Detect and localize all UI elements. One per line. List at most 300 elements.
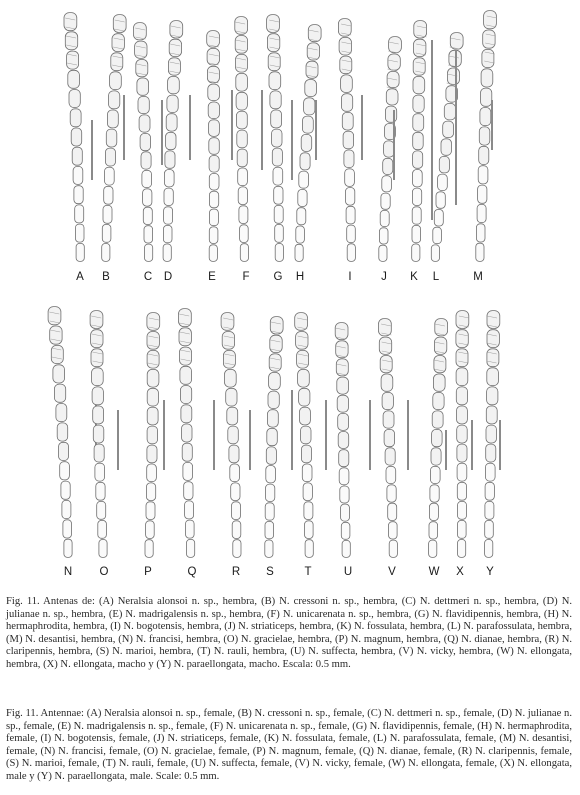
antenna-segment xyxy=(272,148,282,166)
panel-label-k: K xyxy=(410,271,418,283)
antenna-segment xyxy=(164,188,173,205)
antenna-segment xyxy=(266,447,276,464)
antenna-segment xyxy=(232,502,241,520)
antenna-segment xyxy=(275,244,283,262)
antenna-segment xyxy=(341,75,353,93)
antenna-segment xyxy=(457,444,467,462)
antenna-segment xyxy=(379,228,388,244)
antenna-segment xyxy=(340,56,352,74)
antenna-segment xyxy=(485,463,495,481)
antenna-segment xyxy=(298,369,310,387)
antenna-segment xyxy=(300,153,310,170)
antenna-segment xyxy=(444,103,455,120)
antenna-segment xyxy=(443,121,454,138)
antenna-segment xyxy=(304,98,315,115)
antenna-segment xyxy=(438,174,448,191)
antenna-segment xyxy=(302,116,313,133)
antenna-segment xyxy=(413,132,424,149)
panel-label-w: W xyxy=(428,566,440,578)
antenna-segment xyxy=(430,466,440,483)
antenna-segment xyxy=(338,413,349,430)
antenna-segment xyxy=(75,224,84,242)
antenna-segment xyxy=(240,244,248,262)
antenna-segment xyxy=(113,15,126,33)
antenna-segment xyxy=(168,76,180,93)
antenna-segment xyxy=(382,392,393,409)
antenna-segment xyxy=(301,426,312,444)
antenna-segment xyxy=(143,207,152,224)
antenna-segment xyxy=(302,464,312,482)
antenna-segment xyxy=(342,540,350,557)
panel-label-d: D xyxy=(163,271,173,283)
antenna-segment xyxy=(487,387,498,405)
antenna-segment xyxy=(147,332,159,350)
antenna-segment xyxy=(272,129,283,147)
antenna-segment xyxy=(110,72,122,90)
antenna-segment xyxy=(487,330,499,348)
antenna-segment xyxy=(67,51,79,69)
antenna-segment xyxy=(146,521,155,539)
antenna-segment xyxy=(485,540,493,558)
antenna-segment xyxy=(94,444,104,462)
antenna-segment xyxy=(207,48,219,65)
antenna-segment xyxy=(268,391,279,408)
antenna-segment xyxy=(482,49,494,67)
antenna-segment xyxy=(343,131,354,149)
antenna-segment xyxy=(389,540,397,557)
antenna-segment xyxy=(478,166,488,184)
caption-spanish: Fig. 11. Antenas de: (A) Neralsia alonsoi n. sp., hembra, (B) N. cressoni n. sp., hembra, (C) N. dettmeri n. sp., hembra, (D) N. julianae n. sp., hembra, (E) N. madrigalensis n. sp., hembra, (F) N. unicarenata n. sp., hembra, (G) N. flavidipennis, hembra, (H) N. hermaphrodita, hembra, (I) N. bogotensis, hembra, (J) N. striaticeps, hembra, (K) N. fossulata, hembra, (L) N. parafossulata, hembra, (M) N. desantisi, hembra, (N) N. francisi, hembra, (O) N. gracielae, hembra, (P) N. magnum, hembra, (Q) N. dianae, hembra, (R) N. claripennis, hembra, (S) N. marioi, hembra, (T) N. rauli, hembra, (U) N. suffecta, hembra, (V) N. vicky, hembra, (W) N. ellongata, hembra, (X) N. ellongata, macho y (Y) N. paraellongata, macho. Escala: 0.5 mm. xyxy=(6,596,572,670)
antenna-segment xyxy=(111,53,123,71)
antenna-q xyxy=(179,309,195,558)
antenna-segment xyxy=(335,323,348,340)
antenna-segment xyxy=(483,30,495,48)
antenna-segment xyxy=(137,78,149,95)
antenna-segment xyxy=(164,207,173,224)
antenna-s xyxy=(265,317,283,558)
antenna-segment xyxy=(208,102,219,119)
antenna-segment xyxy=(306,61,318,78)
antenna-segment xyxy=(305,521,314,539)
panel-label-s: S xyxy=(266,566,274,578)
antenna-segment xyxy=(185,501,194,519)
antenna-segment xyxy=(379,319,392,336)
antenna-segment xyxy=(62,500,71,518)
panel-label-e: E xyxy=(208,271,216,283)
antenna-segment xyxy=(429,540,437,557)
panel-label-c: C xyxy=(143,271,153,283)
antenna-segment xyxy=(165,151,175,168)
panel-label-n: N xyxy=(63,566,73,578)
antenna-v xyxy=(379,319,398,558)
panel-label-m: M xyxy=(473,271,483,283)
antenna-segment xyxy=(71,128,82,146)
antenna-segment xyxy=(147,388,158,406)
antenna-segment xyxy=(209,209,218,226)
antenna-segment xyxy=(269,354,281,371)
antenna-segment xyxy=(184,482,193,500)
antenna-u xyxy=(335,323,350,558)
antenna-segment xyxy=(64,539,72,557)
antenna-segment xyxy=(182,443,192,461)
antenna-segment xyxy=(232,521,241,539)
antenna-segment xyxy=(414,21,427,38)
antenna-segment xyxy=(96,482,105,500)
antenna-segment xyxy=(388,54,400,70)
antenna-segment xyxy=(305,540,313,558)
antenna-segment xyxy=(387,485,396,502)
antenna-segment xyxy=(230,464,240,482)
panel-label-j: J xyxy=(381,271,387,283)
antenna-segment xyxy=(275,224,284,242)
panel-label-y: Y xyxy=(486,566,494,578)
antenna-segment xyxy=(269,372,281,389)
antenna-segment xyxy=(182,424,193,442)
antenna-c xyxy=(134,23,153,262)
antenna-segment xyxy=(238,168,248,186)
antenna-segment xyxy=(59,442,69,460)
antenna-segment xyxy=(432,429,443,446)
panel-label-a: A xyxy=(76,271,84,283)
antenna-o xyxy=(90,311,107,558)
antenna-segment xyxy=(299,171,309,188)
antenna-segment xyxy=(433,374,445,391)
antenna-segment xyxy=(479,127,490,145)
antenna-segment xyxy=(99,540,107,558)
antenna-p xyxy=(145,313,160,558)
antenna-segment xyxy=(164,170,174,187)
antenna-segment xyxy=(458,540,466,558)
antenna-segment xyxy=(387,71,399,87)
antenna-segment xyxy=(147,313,160,331)
antenna-segment xyxy=(75,205,84,223)
antenna-segment xyxy=(228,426,239,444)
antenna-segment xyxy=(237,149,247,167)
antenna-segment xyxy=(295,244,303,261)
antenna-segment xyxy=(146,502,155,520)
antenna-segment xyxy=(430,485,439,502)
antenna-x xyxy=(456,311,469,558)
panel-label-f: F xyxy=(242,271,250,283)
antenna-segment xyxy=(413,170,423,187)
antenna-segment xyxy=(431,448,441,465)
antenna-segment xyxy=(236,54,248,72)
antenna-segment xyxy=(74,186,83,204)
antenna-segment xyxy=(413,114,424,131)
antenna-m xyxy=(476,11,497,262)
antenna-segment xyxy=(389,522,398,539)
antenna-segment xyxy=(274,186,283,204)
antenna-segment xyxy=(299,388,310,406)
antenna-segment xyxy=(223,350,235,368)
antenna-segment xyxy=(389,37,402,53)
antenna-segment xyxy=(236,111,247,129)
antenna-a xyxy=(64,13,84,262)
panel-label-o: O xyxy=(99,566,109,578)
antenna-segment xyxy=(297,208,306,225)
antenna-segment xyxy=(265,503,274,520)
antenna-segment xyxy=(429,503,438,520)
antenna-segment xyxy=(298,189,307,206)
antenna-segment xyxy=(140,133,151,150)
antenna-segment xyxy=(97,501,106,519)
antenna-segment xyxy=(183,462,193,480)
antenna-segment xyxy=(225,369,237,387)
antenna-g xyxy=(267,15,284,262)
antenna-j xyxy=(379,37,402,262)
antenna-segment xyxy=(441,139,452,156)
antenna-segment xyxy=(57,423,67,441)
antenna-segment xyxy=(142,170,152,187)
antenna-segment xyxy=(456,387,467,405)
antenna-segment xyxy=(457,482,466,500)
antenna-segment xyxy=(484,11,497,29)
panel-label-l: L xyxy=(432,271,440,283)
antenna-segment xyxy=(485,482,494,500)
antenna-segment xyxy=(209,191,218,208)
antenna-segment xyxy=(144,226,153,243)
antenna-segment xyxy=(386,89,398,105)
antenna-segment xyxy=(209,120,220,137)
antenna-segment xyxy=(145,244,153,261)
antenna-segment xyxy=(146,483,155,501)
antenna-segment xyxy=(147,445,157,463)
antenna-h xyxy=(295,25,321,262)
antenna-segment xyxy=(486,425,497,443)
antenna-segment xyxy=(341,504,350,521)
antenna-segment xyxy=(300,407,311,425)
antenna-segment xyxy=(388,503,397,520)
antenna-segment xyxy=(303,483,312,501)
antenna-segment xyxy=(105,167,115,185)
antenna-segment xyxy=(429,522,438,539)
antenna-segment xyxy=(345,169,355,187)
antenna-segment xyxy=(433,227,442,244)
antenna-segment xyxy=(147,464,157,482)
antenna-segment xyxy=(102,224,111,242)
antenna-segment xyxy=(106,129,117,147)
antenna-segment xyxy=(339,468,349,485)
antenna-r xyxy=(221,313,241,558)
antenna-k xyxy=(412,21,427,262)
antenna-segment xyxy=(139,115,150,132)
antenna-segment xyxy=(147,426,158,444)
antenna-segment xyxy=(267,428,278,445)
antenna-segment xyxy=(434,337,446,354)
antenna-segment xyxy=(487,368,499,386)
antenna-segment xyxy=(384,141,395,157)
antenna-segment xyxy=(432,411,443,428)
antenna-segment xyxy=(103,205,112,223)
antenna-segment xyxy=(61,481,70,499)
panel-label-i: I xyxy=(348,271,352,283)
antenna-segment xyxy=(433,392,444,409)
antenna-segment xyxy=(477,204,486,222)
antenna-segment xyxy=(457,425,468,443)
antenna-segment xyxy=(60,462,70,480)
antenna-segment xyxy=(412,207,421,224)
antenna-segment xyxy=(209,245,217,262)
antenna-segment xyxy=(486,444,496,462)
antenna-segment xyxy=(163,225,172,242)
antenna-segment xyxy=(340,486,349,503)
antenna-segment xyxy=(412,244,420,261)
panel-label-g: G xyxy=(273,271,283,283)
antenna-segment xyxy=(141,152,151,169)
antenna-segment xyxy=(485,501,494,519)
antenna-segment xyxy=(53,365,65,383)
antenna-segment xyxy=(235,17,248,35)
antenna-segment xyxy=(237,130,248,148)
antenna-segment xyxy=(337,377,349,394)
antenna-segment xyxy=(105,148,115,166)
antenna-segment xyxy=(92,387,103,405)
antenna-segment xyxy=(383,411,394,428)
antenna-l xyxy=(431,33,463,262)
panel-label-q: Q xyxy=(187,566,197,578)
antenna-segment xyxy=(456,349,468,367)
antenna-segment xyxy=(63,520,72,538)
antenna-segment xyxy=(235,36,247,54)
antenna-segment xyxy=(92,368,104,386)
antenna-segment xyxy=(308,25,321,42)
antenna-segment xyxy=(231,483,240,501)
antenna-segment xyxy=(344,150,354,168)
antenna-segment xyxy=(379,245,387,261)
panel-label-p: P xyxy=(144,566,152,578)
antenna-segment xyxy=(476,243,484,261)
antenna-segment xyxy=(479,146,489,164)
antenna-segment xyxy=(181,405,192,423)
antenna-segment xyxy=(458,520,467,538)
antenna-segment xyxy=(95,463,105,481)
antenna-segment xyxy=(338,432,349,449)
antenna-segment xyxy=(91,349,103,367)
antenna-segment xyxy=(381,374,393,391)
antenna-segment xyxy=(450,33,463,50)
antenna-segment xyxy=(457,406,468,424)
antenna-segment xyxy=(229,445,239,463)
antenna-segment xyxy=(147,350,159,368)
antenna-segment xyxy=(487,311,500,329)
antenna-segment xyxy=(239,206,248,224)
antenna-segment xyxy=(480,108,491,126)
antenna-segment xyxy=(346,206,355,224)
antenna-segment xyxy=(166,114,177,131)
antenna-segment xyxy=(431,245,439,262)
antenna-segment xyxy=(382,176,392,192)
antenna-segment xyxy=(386,466,396,483)
antenna-w xyxy=(429,319,448,558)
antenna-segment xyxy=(457,463,467,481)
antenna-segment xyxy=(341,94,352,112)
antenna-segment xyxy=(413,151,423,168)
antenna-segment xyxy=(98,520,107,538)
antenna-segment xyxy=(187,539,195,557)
top-row-antennae xyxy=(64,11,497,283)
bottom-row-antennae xyxy=(48,307,500,578)
antenna-segment xyxy=(380,210,389,226)
antenna-segment xyxy=(271,110,282,128)
antenna-segment xyxy=(143,189,152,206)
antenna-segment xyxy=(109,91,120,109)
antenna-n xyxy=(48,307,72,558)
panel-label-r: R xyxy=(231,566,241,578)
antenna-segment xyxy=(93,425,104,443)
antenna-segment xyxy=(73,166,83,184)
antenna-segment xyxy=(240,225,249,243)
antenna-segment xyxy=(138,96,149,113)
antenna-segment xyxy=(342,112,353,130)
antenna-segment xyxy=(180,366,192,384)
antenna-segment xyxy=(296,226,305,243)
antenna-segment xyxy=(104,186,113,204)
antenna-segment xyxy=(69,90,80,108)
antenna-segment xyxy=(339,37,351,55)
antenna-segment xyxy=(456,330,468,348)
antenna-segment xyxy=(267,410,278,427)
antenna-segment xyxy=(163,244,171,261)
antenna-segment xyxy=(168,58,180,75)
panel-label-x: X xyxy=(456,566,464,578)
antenna-segment xyxy=(380,356,392,373)
antenna-d xyxy=(163,21,183,262)
antenna-segment xyxy=(207,31,220,48)
antenna-segment xyxy=(448,68,460,85)
panel-label-h: H xyxy=(295,271,305,283)
antenna-segment xyxy=(346,188,355,206)
antenna-segment xyxy=(339,450,349,467)
antenna-segment xyxy=(236,92,247,110)
antenna-segment xyxy=(412,225,421,242)
antenna-y xyxy=(485,311,500,558)
antenna-segment xyxy=(412,188,421,205)
antenna-segment xyxy=(478,185,487,203)
antenna-segment xyxy=(476,224,485,242)
antenna-segment xyxy=(485,520,494,538)
antenna-segment xyxy=(266,484,275,501)
antenna-segment xyxy=(413,95,424,112)
antenna-segment xyxy=(93,406,104,424)
antenna-segment xyxy=(207,66,219,83)
antenna-segment xyxy=(347,225,356,243)
antenna-segment xyxy=(273,167,283,185)
antenna-b xyxy=(102,15,126,262)
antenna-segment xyxy=(209,156,219,173)
antenna-segment xyxy=(458,501,467,519)
antenna-segment xyxy=(147,407,158,425)
antenna-segment xyxy=(265,521,274,538)
antenna-segment xyxy=(269,72,281,90)
antenna-segment xyxy=(268,53,280,71)
antenna-segment xyxy=(266,466,276,483)
antenna-segment xyxy=(54,384,65,402)
panel-label-v: V xyxy=(388,566,396,578)
antenna-segment xyxy=(301,134,312,151)
antenna-segment xyxy=(186,520,195,538)
antenna-segment xyxy=(385,106,396,122)
antenna-segment xyxy=(145,540,153,558)
antenna-segment xyxy=(341,522,350,539)
panel-label-t: T xyxy=(304,566,312,578)
antenna-segment xyxy=(209,227,218,244)
antenna-segment xyxy=(301,445,311,463)
antenna-segment xyxy=(481,69,493,87)
antenna-segment xyxy=(385,448,395,465)
antenna-segment xyxy=(50,326,62,344)
antenna-segment xyxy=(147,369,159,387)
antenna-segment xyxy=(347,244,355,262)
